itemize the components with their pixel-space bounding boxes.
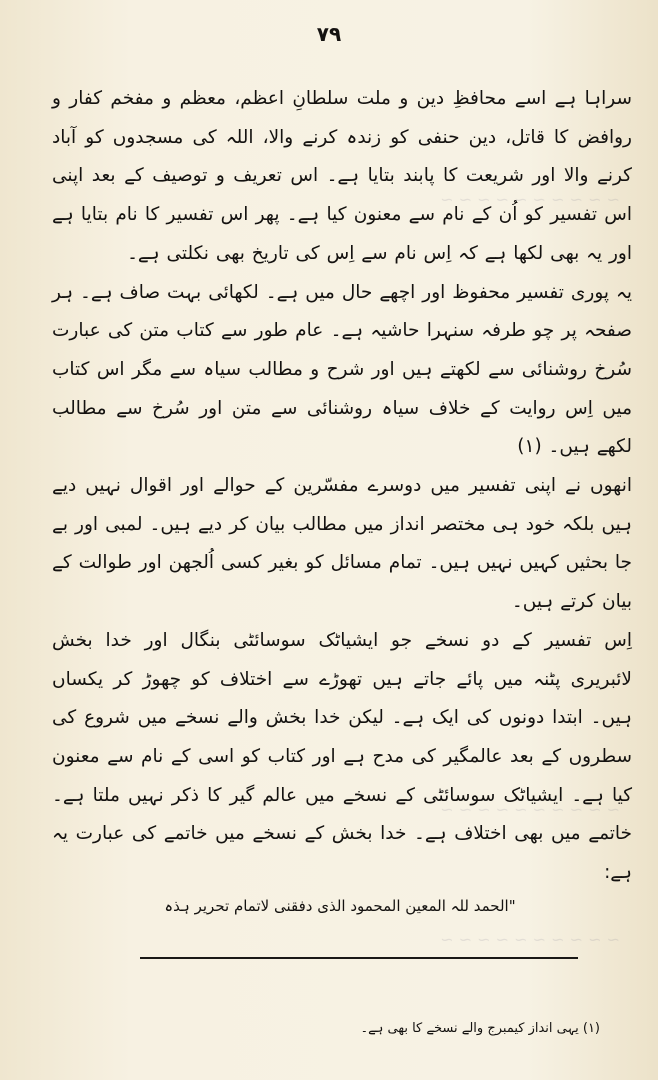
reverse-side-bleed: ~ ~ ~ ~ ~ ~ ~ ~ ~ ~ — [440, 930, 620, 949]
main-text — [52, 80, 632, 893]
paragraph: اِس تفسیر کے دو نسخے جو ایشیاٹک سوسائٹی بنگال اور خدا بخش لائبریری پٹنہ میں پائے جاتے ہیں تھوڑے سے اختلاف کو چھوڑ کر یکساں ہیں۔ ابتدا دونوں کی ایک ہے۔ لیکن خدا بخش والے نسخے میں شروع کی سطروں کے بعد عالمگیر کی مدح ہے اور کتاب کو اسی کے نام سے معنون کیا ہے۔ ایشیاٹک سوسائٹی کے نسخے میں عالم گیر کا ذکر نہیں ملتا ہے۔ خاتمے میں بھی اختلاف ہے۔ خدا بخش کے نسخے میں خاتمے کی عبارت یہ ہے: — [52, 629, 632, 884]
footnote: (۱) یہی انداز کیمبرج والے نسخے کا بھی ہے۔ — [360, 1021, 600, 1036]
reverse-side-bleed: ~ ~ ~ ~ ~ ~ ~ ~ ~ ~ — [440, 190, 620, 209]
footnote-divider — [140, 957, 578, 959]
reverse-side-bleed: ~ ~ ~ ~ ~ ~ ~ ~ ~ ~ — [440, 800, 620, 819]
arabic-quote: "الحمد للہ المعین المحمود الذی دفقنی لاتمام تحریر ہذہ — [164, 897, 516, 915]
page-number: ۷۹ — [316, 22, 342, 46]
paragraph: یہ پوری تفسیر محفوظ اور اچھے حال میں ہے۔ لکھائی بہت صاف ہے۔ ہر صفحہ پر چو طرفہ سنہرا حاشیہ ہے۔ عام طور سے کتاب متن کی عبارت سُرخ روشنائی سے لکھتے ہیں اور شرح و مطالب سیاہ سے مگر اس کتاب میں اِس روایت کے خلاف سیاہ روشنائی سے متن اور سُرخ سے مطالب لکھے ہیں۔ (۱) — [52, 281, 632, 458]
paragraph: سراہا ہے اسے محافظِ دین و ملت سلطانِ اعظم، معظم و مفخم کفار و روافض کا قاتل، دین حنفی کو زندہ کرنے والا، اللہ کی مسجدوں کو آباد کرنے والا اور شریعت کا پابند بتایا ہے۔ اس تعریف و توصیف کے بعد اپنی اس تفسیر کو اُن کے نام سے معنون کیا ہے۔ پھر اس تفسیر کا نام بتایا ہے اور یہ بھی لکھا ہے کہ اِس نام سے اِس کی تاریخ بھی نکلتی ہے۔ — [52, 88, 632, 264]
paragraph: انھوں نے اپنی تفسیر میں دوسرے مفسّرین کے حوالے اور اقوال نہیں دیے ہیں بلکہ خود ہی مختصر انداز میں مطالب بیان کر دیے ہیں۔ لمبی اور بے جا بحثیں کہیں نہیں ہیں۔ تمام مسائل کو بغیر کسی اُلجھن اور طوالت کے بیان کرتے ہیں۔ — [52, 475, 632, 613]
